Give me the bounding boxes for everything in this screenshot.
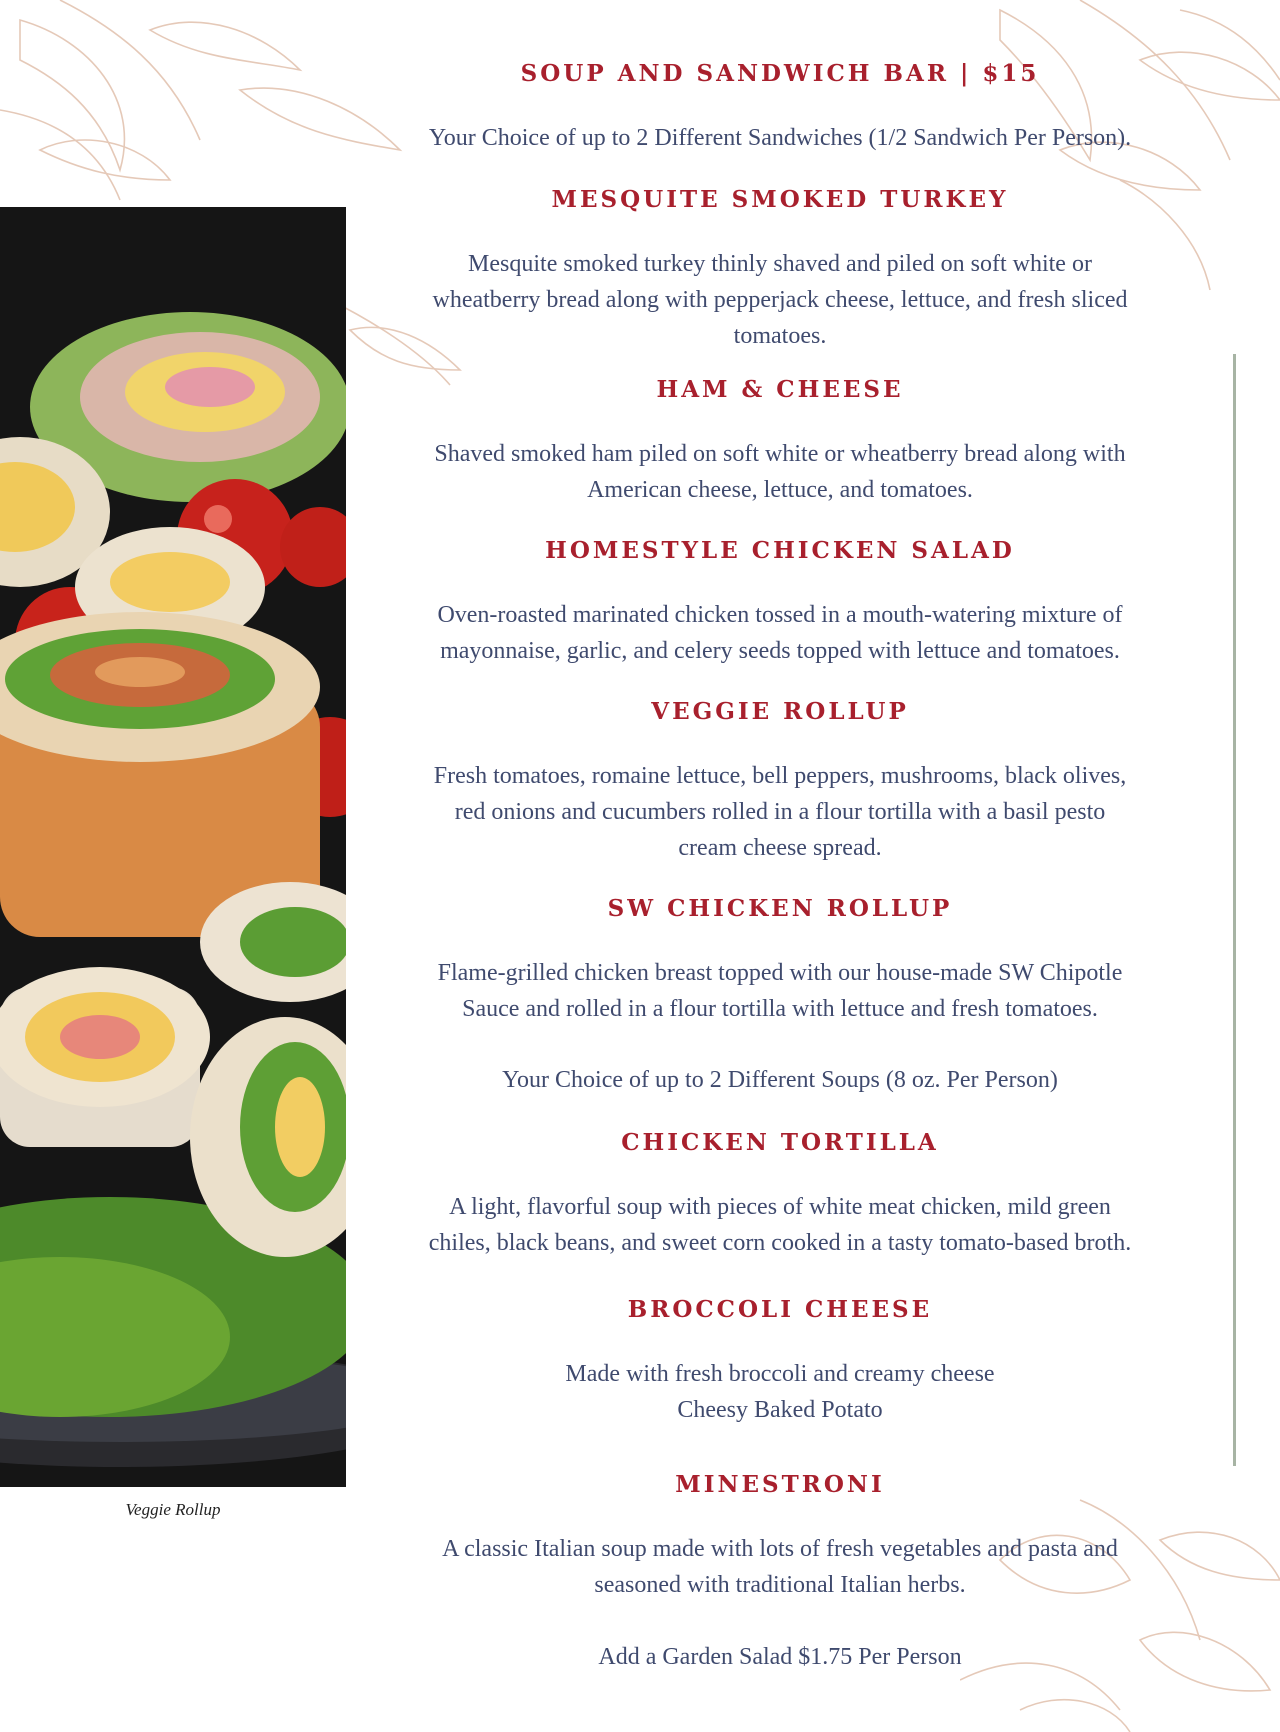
desc-line: A light, flavorful soup with pieces of white meat chicken, mild green	[449, 1194, 1111, 1220]
item-ham-cheese-name: HAM & CHEESE	[656, 376, 904, 403]
photo-caption: Veggie Rollup	[125, 1500, 221, 1519]
item-veggie-rollup-desc	[350, 758, 1210, 866]
item-sw-chicken-rollup-desc	[350, 955, 1210, 1027]
item-veggie-rollup-name: VEGGIE ROLLUP	[651, 698, 909, 725]
soup-intro: Your Choice of up to 2 Different Soups (8 oz. Per Person)	[502, 1067, 1058, 1093]
desc-line: Made with fresh broccoli and creamy cheese	[565, 1361, 995, 1387]
item-mesquite-smoked-turkey-name: MESQUITE SMOKED TURKEY	[551, 186, 1009, 213]
desc-line: Oven-roasted marinated chicken tossed in a mouth-watering mixture of	[437, 602, 1123, 628]
desc-line: Sauce and rolled in a flour tortilla with lettuce and fresh tomatoes.	[462, 996, 1098, 1022]
desc-line: mayonnaise, garlic, and celery seeds topped with lettuce and tomatoes.	[440, 638, 1120, 664]
desc-line: tomatoes.	[733, 323, 827, 349]
floral-decoration-bottom	[960, 1480, 1280, 1732]
item-broccoli-cheese-name: BROCCOLI CHEESE	[627, 1296, 933, 1323]
sandwich-intro: Your Choice of up to 2 Different Sandwiches (1/2 Sandwich Per Person).	[428, 125, 1132, 151]
item-ham-cheese-desc	[350, 436, 1210, 508]
item-broccoli-cheese-desc	[350, 1356, 1210, 1428]
item-homestyle-chicken-salad-desc	[350, 597, 1210, 669]
menu-title: SOUP AND SANDWICH BAR | $15	[520, 60, 1040, 87]
desc-line: cream cheese spread.	[678, 835, 882, 861]
item-homestyle-chicken-salad-name: HOMESTYLE CHICKEN SALAD	[545, 537, 1015, 564]
item-sw-chicken-rollup-name: SW CHICKEN ROLLUP	[607, 895, 953, 922]
desc-line: Mesquite smoked turkey thinly shaved and piled on soft white or	[468, 251, 1092, 277]
desc-line: American cheese, lettuce, and tomatoes.	[587, 477, 973, 503]
desc-line: Shaved smoked ham piled on soft white or wheatberry bread along with	[434, 441, 1126, 467]
salad-addon: Add a Garden Salad $1.75 Per Person	[598, 1644, 962, 1670]
food-photo	[0, 207, 346, 1487]
vertical-divider	[1233, 354, 1236, 1466]
desc-line: red onions and cucumbers rolled in a flour tortilla with a basil pesto	[454, 799, 1106, 825]
desc-line: chiles, black beans, and sweet corn cooked in a tasty tomato-based broth.	[428, 1230, 1132, 1256]
item-minestroni-name: MINESTRONI	[675, 1471, 885, 1498]
item-minestroni-desc	[350, 1531, 1210, 1603]
desc-line: Fresh tomatoes, romaine lettuce, bell peppers, mushrooms, black olives,	[433, 763, 1127, 789]
veggie-rollup-image	[0, 207, 346, 1487]
item-chicken-tortilla-desc	[350, 1189, 1210, 1261]
item-mesquite-smoked-turkey-desc	[350, 246, 1210, 354]
desc-line: seasoned with traditional Italian herbs.	[594, 1572, 966, 1598]
desc-line: wheatberry bread along with pepperjack cheese, lettuce, and fresh sliced	[432, 287, 1128, 313]
desc-line: Cheesy Baked Potato	[677, 1397, 883, 1423]
item-chicken-tortilla-name: CHICKEN TORTILLA	[621, 1129, 939, 1156]
desc-line: Flame-grilled chicken breast topped with our house-made SW Chipotle	[437, 960, 1123, 986]
desc-line: A classic Italian soup made with lots of fresh vegetables and pasta and	[442, 1536, 1118, 1562]
